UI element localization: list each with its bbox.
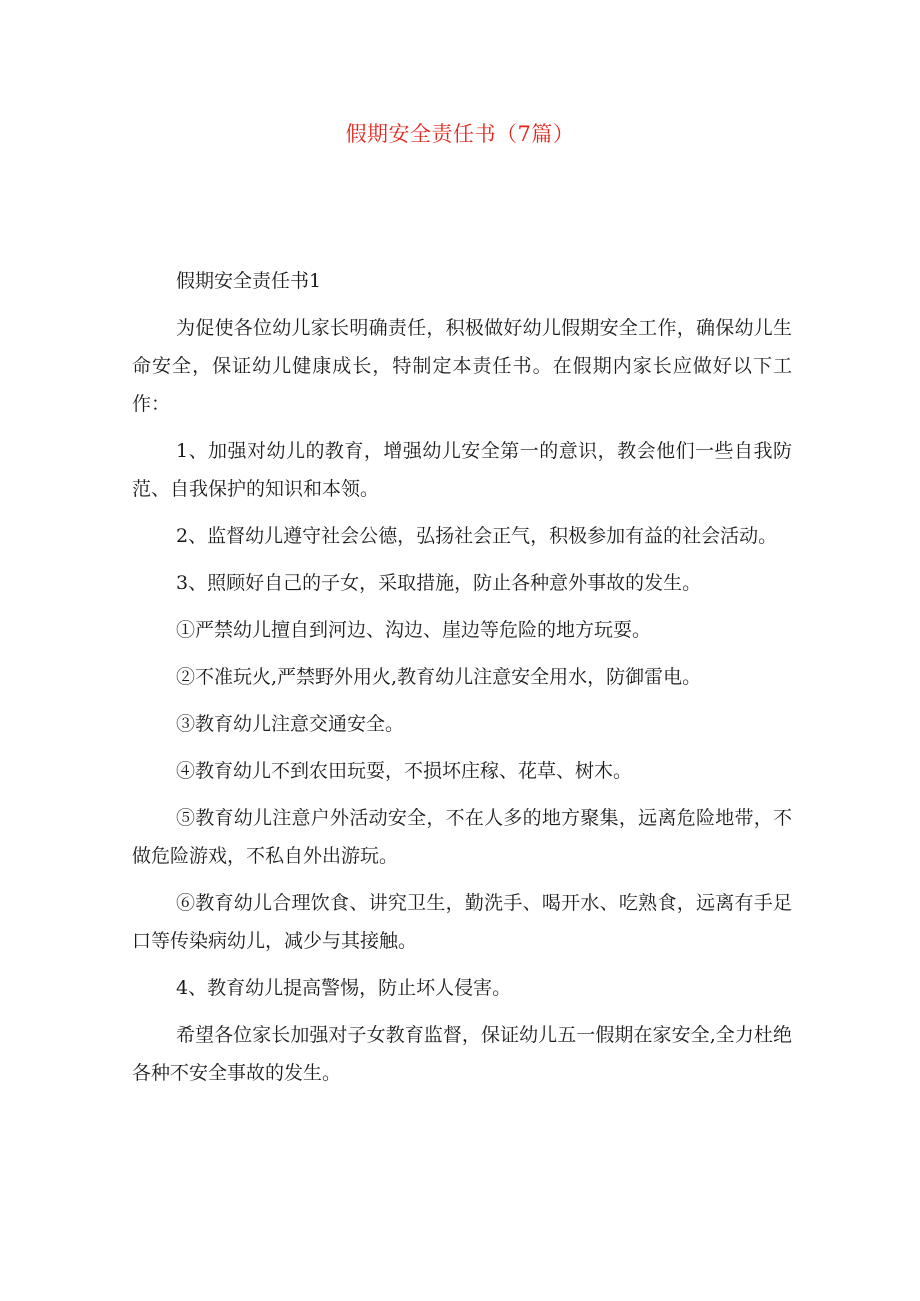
paragraph-subitem-6: ⑥教育幼儿合理饮食、讲究卫生，勤洗手、喝开水、吃熟食，远离有手足口等传染病幼儿，减少与其接触。 xyxy=(132,892,792,952)
paragraph-item-2: 2、监督幼儿遵守社会公德，弘扬社会正气，积极参加有益的社会活动。 xyxy=(176,525,778,547)
paragraph-item-3: 3、照顾好自己的子女，采取措施，防止各种意外事故的发生。 xyxy=(176,572,702,594)
paragraph-subitem-3: ③教育幼儿注意交通安全。 xyxy=(176,713,405,735)
document-title: 假期安全责任书（7篇） xyxy=(345,122,575,146)
paragraph-subitem-5: ⑤教育幼儿注意户外活动安全，不在人多的地方聚集，远离危险地带，不做危险游戏，不私自外出游玩。 xyxy=(132,807,792,867)
document-body xyxy=(132,262,792,1101)
paragraph-item-1: 1、加强对幼儿的教育，增强幼儿安全第一的意识，教会他们一些自我防范、自我保护的知识和本领。 xyxy=(132,440,792,500)
paragraph-subitem-2: ②不准玩火,严禁野外用火,教育幼儿注意安全用水，防御雷电。 xyxy=(176,666,702,688)
paragraph-closing: 希望各位家长加强对子女教育监督，保证幼儿五一假期在家安全,全力杜绝各种不安全事故的发生。 xyxy=(132,1024,792,1084)
paragraph-intro: 为促使各位幼儿家长明确责任，积极做好幼儿假期安全工作，确保幼儿生命安全，保证幼儿健康成长，特制定本责任书。在假期内家长应做好以下工作： xyxy=(132,317,792,415)
paragraph-subitem-4: ④教育幼儿不到农田玩耍，不损坏庄稼、花草、树木。 xyxy=(176,760,633,782)
paragraph-item-4: 4、教育幼儿提高警惕，防止坏人侵害。 xyxy=(176,977,512,999)
section-heading: 假期安全责任书1 xyxy=(176,270,322,292)
paragraph-subitem-1: ①严禁幼儿擅自到河边、沟边、崖边等危险的地方玩耍。 xyxy=(176,619,652,641)
